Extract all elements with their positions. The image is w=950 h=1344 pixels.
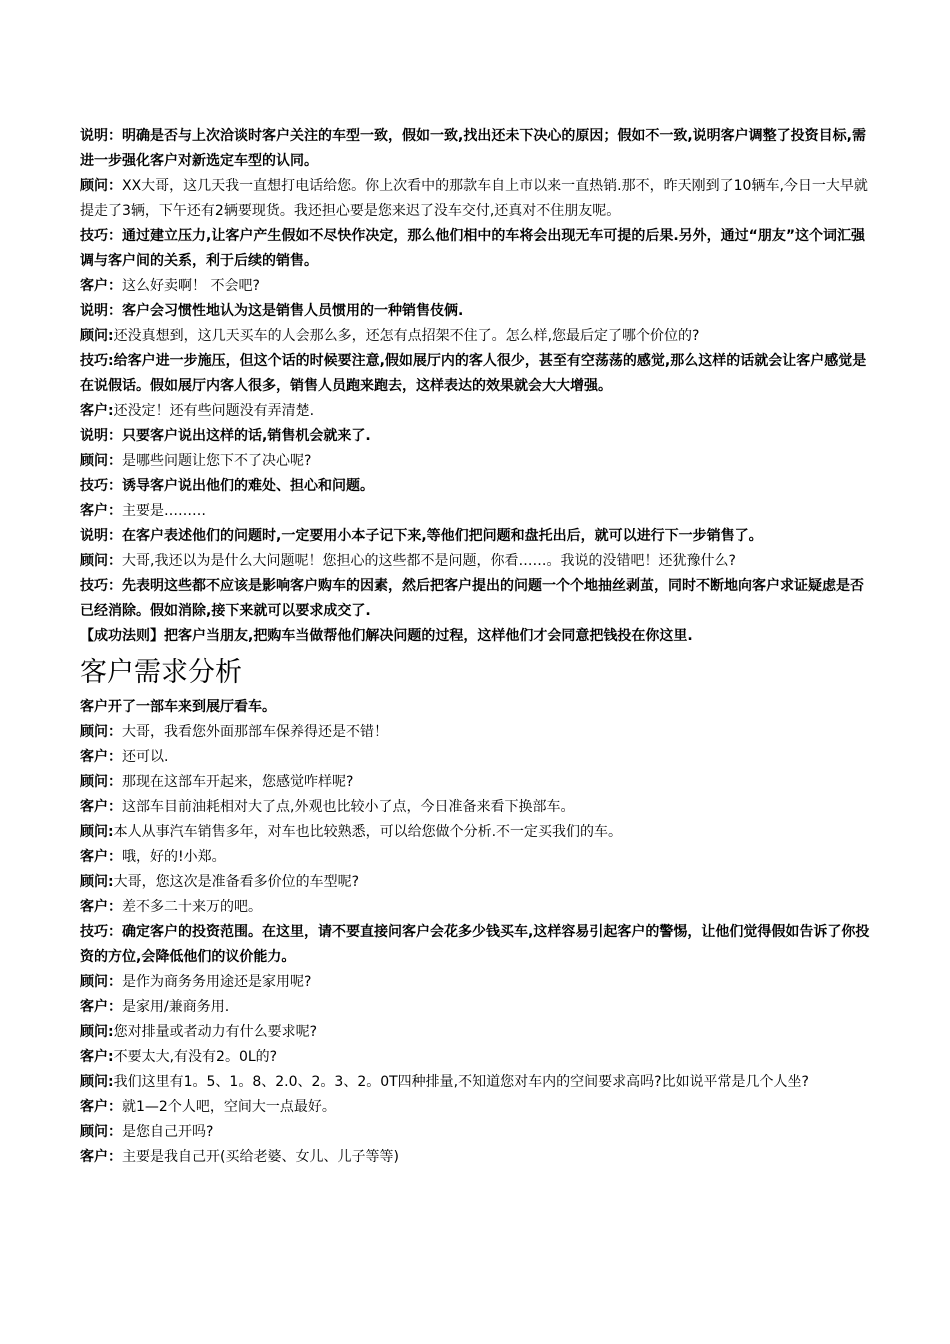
dialogue-line	[80, 324, 870, 349]
speaker-label: 说明：	[80, 428, 122, 444]
speaker-label: 技巧：	[80, 578, 122, 594]
document-page	[80, 124, 870, 1170]
speaker-label: 客户：	[80, 1099, 122, 1115]
dialogue-line	[80, 895, 870, 920]
speaker-label: 顾问：	[80, 1124, 122, 1140]
line-text: 在客户表述他们的问题时,一定要用小本子记下来,等他们把问题和盘托出后，就可以进行下一步销售了。	[122, 528, 763, 544]
speaker-label: 顾问:	[80, 1024, 114, 1040]
speaker-label: 客户:	[80, 1049, 114, 1065]
line-text: 诱导客户说出他们的难处、担心和问题。	[122, 478, 374, 494]
dialogue-line	[80, 524, 870, 549]
line-text: 本人从事汽车销售多年，对车也比较熟悉，可以给您做个分析.不一定买我们的车。	[113, 824, 623, 840]
speaker-label: 说明：	[80, 528, 122, 544]
dialogue-line	[80, 174, 870, 224]
dialogue-section-2	[80, 695, 870, 1170]
dialogue-line	[80, 870, 870, 895]
speaker-label: 客户：	[80, 999, 122, 1015]
section-heading: 客户需求分析	[80, 657, 242, 688]
dialogue-line	[80, 720, 870, 745]
line-text: 这部车目前油耗相对大了点,外观也比较小了点，今日准备来看下换部车。	[122, 799, 575, 815]
speaker-label: 说明：	[80, 303, 122, 319]
line-text: 把客户当朋友,把购车当做帮他们解决问题的过程，这样他们才会同意把钱投在你这里.	[164, 628, 693, 644]
speaker-label: 顾问：	[80, 724, 122, 740]
speaker-label: 顾问:	[80, 824, 114, 840]
line-text: 确定客户的投资范围。在这里，请不要直接问客户会花多少钱买车,这样容易引起客户的警惕，让他们觉得假如告诉了你投资的方位,会降低他们的议价能力。	[80, 924, 870, 965]
line-text: 是您自己开吗?	[122, 1124, 214, 1140]
dialogue-line	[80, 1120, 870, 1145]
dialogue-line	[80, 224, 870, 274]
speaker-label: 技巧：	[80, 924, 122, 940]
dialogue-line	[80, 449, 870, 474]
dialogue-line	[80, 274, 870, 299]
dialogue-line	[80, 549, 870, 574]
line-text: 大哥，您这次是准备看多价位的车型呢?	[113, 874, 360, 890]
line-text: 哦，好的!小郑。	[122, 849, 226, 865]
dialogue-line	[80, 1145, 870, 1170]
speaker-label: 客户:	[80, 403, 114, 419]
line-text: 是作为商务务用途还是家用呢?	[122, 974, 312, 990]
speaker-label: 顾问：	[80, 974, 122, 990]
dialogue-line	[80, 970, 870, 995]
speaker-label: 客户：	[80, 799, 122, 815]
speaker-label: 技巧：	[80, 228, 122, 244]
speaker-label: 技巧:	[80, 353, 114, 369]
line-text: 主要是………	[122, 503, 206, 519]
dialogue-line	[80, 995, 870, 1020]
dialogue-line	[80, 770, 870, 795]
dialogue-line	[80, 795, 870, 820]
speaker-label: 客户：	[80, 749, 122, 765]
line-text: 通过建立压力,让客户产生假如不尽快作决定，那么他们相中的车将会出现无车可提的后果.另外，通过“朋友”这个词汇强调与客户间的关系，利于后续的销售。	[80, 228, 866, 269]
speaker-label: 顾问：	[80, 774, 122, 790]
speaker-label: 顾问:	[80, 328, 114, 344]
dialogue-line	[80, 399, 870, 424]
dialogue-line	[80, 349, 870, 399]
speaker-label: 顾问：	[80, 178, 122, 194]
line-text: 是哪些问题让您下不了决心呢?	[122, 453, 312, 469]
speaker-label: 客户：	[80, 503, 122, 519]
speaker-label: 顾问:	[80, 874, 114, 890]
speaker-label: 客户：	[80, 849, 122, 865]
line-text: 先表明这些都不应该是影响客户购车的因素，然后把客户提出的问题一个个地抽丝剥茧，同时不断地向客户求证疑虑是否已经消除。假如消除,接下来就可以要求成交了.	[80, 578, 864, 619]
line-text: 我们这里有1。5、1。8、2.0、2。3、2。0T四种排量,不知道您对车内的空间要求高吗?比如说平常是几个人坐?	[113, 1074, 809, 1090]
dialogue-line	[80, 424, 870, 449]
speaker-label: 客户：	[80, 278, 122, 294]
dialogue-line	[80, 1070, 870, 1095]
dialogue-line	[80, 920, 870, 970]
dialogue-section-1	[80, 124, 870, 649]
dialogue-line	[80, 499, 870, 524]
dialogue-line	[80, 299, 870, 324]
line-text: 只要客户说出这样的话,销售机会就来了.	[122, 428, 371, 444]
dialogue-line	[80, 820, 870, 845]
dialogue-line	[80, 474, 870, 499]
line-text: 客户开了一部车来到展厅看车。	[80, 699, 276, 715]
speaker-label: 客户：	[80, 899, 122, 915]
line-text: 客户会习惯性地认为这是销售人员惯用的一种销售伎俩.	[122, 303, 464, 319]
speaker-label: 顾问:	[80, 1074, 114, 1090]
line-text: 明确是否与上次洽谈时客户关注的车型一致，假如一致,找出还未下决心的原因；假如不一致,说明客户调整了投资目标,需进一步强化客户对新选定车型的认同。	[80, 128, 866, 169]
dialogue-line	[80, 1045, 870, 1070]
line-text: 您对排量或者动力有什么要求呢?	[113, 1024, 318, 1040]
line-text: 大哥，我看您外面那部车保养得还是不错！	[122, 724, 388, 740]
line-text: 给客户进一步施压，但这个话的时候要注意,假如展厅内的客人很少，甚至有空荡荡的感觉,那么这样的话就会让客户感觉是在说假话。假如展厅内客人很多，销售人员跑来跑去，这样表达的效果就会大大增强。	[80, 353, 867, 394]
dialogue-line	[80, 745, 870, 770]
speaker-label: 技巧：	[80, 478, 122, 494]
dialogue-line	[80, 845, 870, 870]
line-text: 这么好卖啊！ 不会吧?	[122, 278, 260, 294]
speaker-label: 顾问：	[80, 553, 122, 569]
speaker-label: 客户：	[80, 1149, 122, 1165]
dialogue-line	[80, 124, 870, 174]
dialogue-line	[80, 695, 870, 720]
dialogue-line	[80, 624, 870, 649]
line-text: 不要太大,有没有2。0L的?	[113, 1049, 278, 1065]
line-text: 还没定！还有些问题没有弄清楚.	[113, 403, 315, 419]
speaker-label: 顾问：	[80, 453, 122, 469]
speaker-label: 【成功法则】	[80, 628, 164, 644]
dialogue-line	[80, 574, 870, 624]
line-text: 大哥,我还以为是什么大问题呢！您担心的这些都不是问题，你看……。我说的没错吧！还犹豫什么?	[122, 553, 736, 569]
line-text: 那现在这部车开起来，您感觉咋样呢?	[122, 774, 354, 790]
dialogue-line	[80, 1020, 870, 1045]
speaker-label: 说明：	[80, 128, 122, 144]
dialogue-line	[80, 1095, 870, 1120]
line-text: 是家用/兼商务用.	[122, 999, 230, 1015]
line-text: 差不多二十来万的吧。	[122, 899, 262, 915]
line-text: 就1—2个人吧，空间大一点最好。	[122, 1099, 336, 1115]
line-text: 还没真想到，这几天买车的人会那么多，还怎有点招架不住了。怎么样,您最后定了哪个价位的?	[113, 328, 700, 344]
line-text: XX大哥，这几天我一直想打电话给您。你上次看中的那款车自上市以来一直热销.那不，昨天刚到了10辆车,今日一大早就提走了3辆，下午还有2辆要现货。我还担心要是您来迟了没车交付,还真对不住朋友呢。	[80, 178, 868, 219]
line-text: 主要是我自己开(买给老婆、女儿、儿子等等)	[122, 1149, 399, 1165]
line-text: 还可以.	[122, 749, 169, 765]
